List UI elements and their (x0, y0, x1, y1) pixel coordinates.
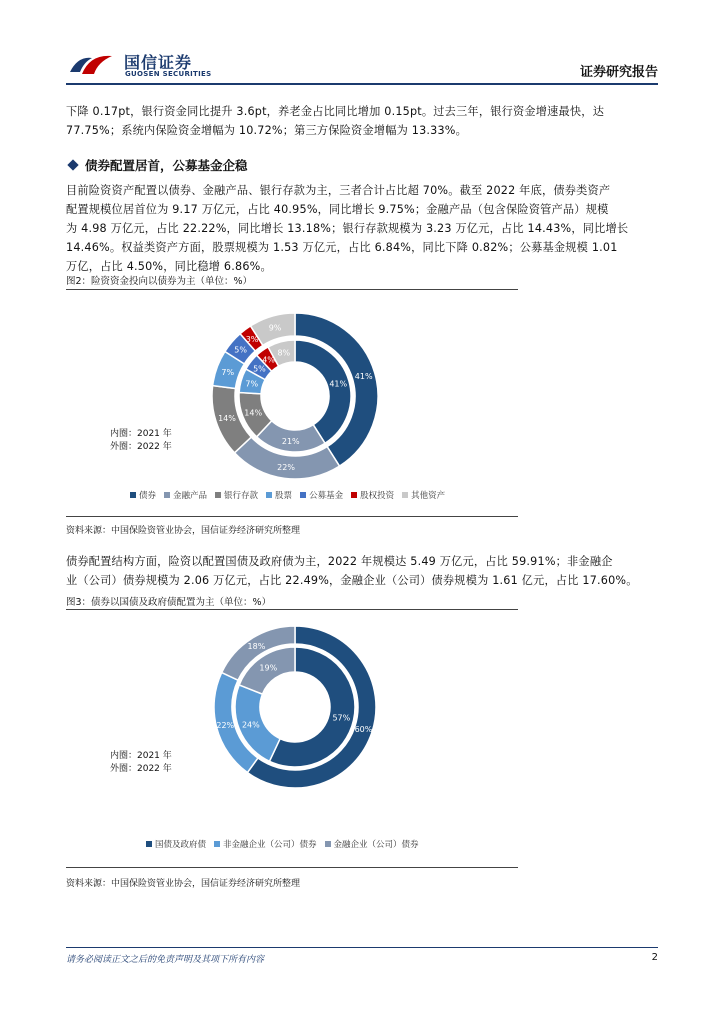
figure-2-donut-chart (210, 311, 380, 481)
legend-label: 股票 (275, 491, 293, 501)
figure-3-donut-chart (212, 624, 378, 790)
legend-label: 债券 (139, 491, 157, 501)
page-number: 2 (651, 952, 658, 963)
legend-item (300, 489, 343, 501)
figure-2-ring-note (110, 428, 172, 454)
slice-data-label: 19% (259, 663, 278, 673)
legend-swatch (164, 492, 170, 498)
figure-3-top-rule (66, 609, 518, 610)
footer-divider (66, 947, 658, 948)
paragraph-line: 业（公司）债券规模为 2.06 万亿元，占比 22.49%，金融企业（公司）债券规模为 1.61 亿元，占比 17.60%。 (66, 574, 638, 587)
legend-item (164, 489, 207, 501)
slice-data-label: 8% (277, 348, 291, 358)
legend-label: 国债及政府债 (155, 840, 207, 850)
guosen-logo-icon (68, 52, 114, 78)
legend-swatch (402, 492, 408, 498)
legend-swatch (300, 492, 306, 498)
slice-data-label: 24% (241, 720, 260, 730)
ring-note-inner: 内圈：2021 年 (110, 429, 172, 439)
logo-text-en: GUOSEN SECURITIES (125, 70, 212, 78)
page-header (66, 46, 658, 82)
ring-note-inner: 内圈：2021 年 (110, 751, 172, 761)
report-type-label: 证券研究报告 (579, 65, 658, 80)
figure-3-title: 图3：债券以国债及政府债配置为主（单位：%） (66, 597, 272, 608)
legend-item (146, 838, 206, 850)
slice-data-label: 41% (354, 372, 373, 382)
header-divider (66, 83, 658, 85)
section-heading-text: 债券配置居首，公募基金企稳 (85, 158, 248, 173)
paragraph-2 (66, 181, 658, 276)
figure-2-legend (130, 489, 445, 501)
legend-item (402, 489, 445, 501)
legend-swatch (266, 492, 272, 498)
paragraph-line: 债券配置结构方面，险资以配置国债及政府债为主，2022 年规模达 5.49 万亿元，占比 59.91%；非金融企 (66, 555, 613, 568)
figure-3-legend (146, 838, 419, 850)
slice-data-label: 4% (262, 355, 275, 365)
slice-data-label: 21% (281, 436, 300, 446)
ring-note-outer: 外圈：2022 年 (110, 764, 172, 774)
slice-data-label: 14% (218, 414, 236, 424)
paragraph-line: 14.46%。权益类资产方面，股票规模为 1.53 万亿元，占比 6.84%，同比下降 0.82%；公募基金规模 1.01 (66, 241, 618, 254)
legend-swatch (325, 841, 331, 847)
legend-label: 其他资产 (411, 491, 446, 501)
legend-item (214, 838, 317, 850)
slice-data-label: 14% (244, 408, 263, 418)
legend-swatch (215, 492, 221, 498)
legend-item (215, 489, 258, 501)
paragraph-3 (66, 552, 658, 590)
paragraph-line: 为 4.98 万亿元，占比 22.22%，同比增长 13.18%；银行存款规模为 3.23 万亿元，占比 14.43%，同比增长 (66, 222, 629, 235)
paragraph-line: 目前险资资产配置以债券、金融产品、银行存款为主，三者合计占比超 70%。截至 2022 年底，债券类资产 (66, 184, 611, 197)
ring-note-outer: 外圈：2022 年 (110, 442, 172, 452)
paragraph-line: 下降 0.17pt，银行资金同比提升 3.6pt，养老金占比同比增加 0.15pt。过去三年，银行资金增速最快，达 (66, 105, 605, 118)
paragraph-line: 配置规模位居首位为 9.17 万亿元，占比 40.95%，同比增长 9.75%；金融产品（包含保险资管产品）规模 (66, 203, 609, 216)
paragraph-line: 万亿，占比 4.50%，同比稳增 6.86%。 (66, 260, 272, 273)
section-heading (66, 156, 248, 174)
legend-label: 金融企业（公司）债券 (333, 840, 419, 850)
legend-label: 股权投资 (360, 491, 395, 501)
logo-text-cn: 国信证券 (124, 53, 193, 72)
footer-disclaimer: 请务必阅读正文之后的免责声明及其项下所有内容 (66, 955, 265, 965)
legend-swatch (351, 492, 357, 498)
slice-data-label: 57% (332, 713, 351, 723)
legend-item (325, 838, 419, 850)
slice-data-label: 7% (221, 367, 235, 377)
legend-item (130, 489, 156, 501)
legend-item (351, 489, 394, 501)
figure-3-ring-note (110, 750, 172, 776)
legend-label: 金融产品 (173, 491, 208, 501)
figure-2-bottom-rule (66, 516, 518, 517)
legend-label: 公募基金 (309, 491, 344, 501)
figure-2-title: 图2：险资资金投向以债券为主（单位：%） (66, 276, 253, 287)
paragraph-1 (66, 102, 658, 140)
slice-data-label: 22% (277, 462, 295, 472)
legend-label: 银行存款 (224, 491, 259, 501)
slice-data-label: 18% (247, 642, 266, 652)
paragraph-line: 77.75%；系统内保险资金增幅为 10.72%；第三方保险资金增幅为 13.33%。 (66, 124, 467, 137)
legend-label: 非金融企业（公司）债券 (223, 840, 317, 850)
slice-data-label: 3% (245, 334, 259, 344)
diamond-bullet-icon (67, 159, 78, 170)
figure-2-source: 资料来源：中国保险资管业协会，国信证券经济研究所整理 (66, 526, 301, 536)
slice-data-label: 7% (245, 379, 259, 389)
slice-data-label: 41% (329, 379, 348, 389)
figure-3-bottom-rule (66, 867, 518, 868)
slice-data-label: 5% (253, 364, 266, 374)
slice-data-label: 60% (354, 725, 373, 735)
slice-data-label: 9% (268, 323, 282, 333)
legend-swatch (130, 492, 136, 498)
legend-swatch (146, 841, 152, 847)
legend-item (266, 489, 292, 501)
slice-data-label: 22% (216, 720, 235, 730)
figure-3-source: 资料来源：中国保险资管业协会，国信证券经济研究所整理 (66, 879, 301, 889)
figure-2-top-rule (66, 289, 518, 290)
slice-data-label: 5% (234, 345, 247, 355)
legend-swatch (214, 841, 220, 847)
